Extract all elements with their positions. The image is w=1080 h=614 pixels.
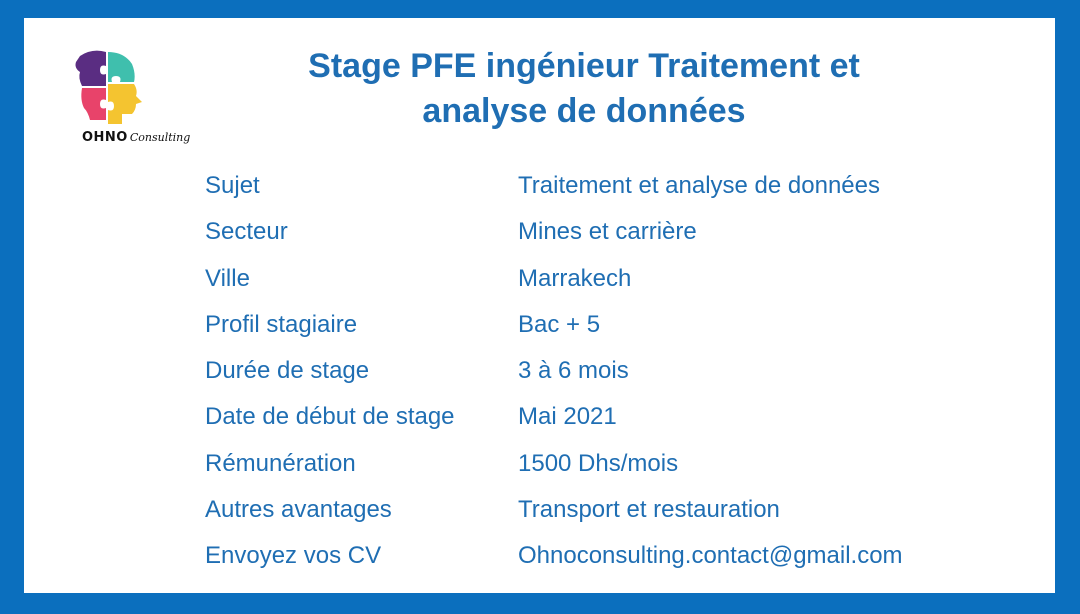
detail-label: Profil stagiaire [205, 310, 358, 338]
contact-email: Ohnoconsulting.contact@gmail.com [518, 542, 903, 570]
detail-value: Mines et carrière [518, 218, 697, 246]
detail-value: Traitement et analyse de données [518, 172, 881, 199]
job-card [24, 18, 1055, 593]
detail-value: Bac + 5 [518, 310, 601, 338]
detail-label: Sujet [205, 172, 260, 199]
detail-value: Transport et restauration [518, 496, 780, 524]
detail-value: Marrakech [518, 264, 632, 292]
logo-tagline: Consulting [129, 131, 191, 144]
detail-value: 3 à 6 mois [518, 357, 629, 385]
detail-label: Rémunération [205, 449, 356, 477]
title-line-2: analyse de données [422, 92, 746, 130]
detail-value: Mai 2021 [518, 403, 617, 431]
company-logo [68, 48, 191, 148]
detail-label: Date de début de stage [205, 403, 455, 431]
detail-label: Secteur [205, 218, 288, 246]
page-title [194, 44, 974, 134]
logo-name: OHNO [82, 130, 128, 145]
puzzle-head-icon [72, 48, 144, 130]
detail-value: 1500 Dhs/mois [518, 449, 679, 477]
title-line-1: Stage PFE ingénieur Traitement et [308, 47, 860, 85]
company-logo-text [82, 128, 190, 146]
detail-label: Durée de stage [205, 357, 370, 385]
detail-label: Envoyez vos CV [205, 542, 382, 570]
detail-label: Ville [205, 264, 250, 292]
detail-label: Autres avantages [205, 496, 392, 524]
